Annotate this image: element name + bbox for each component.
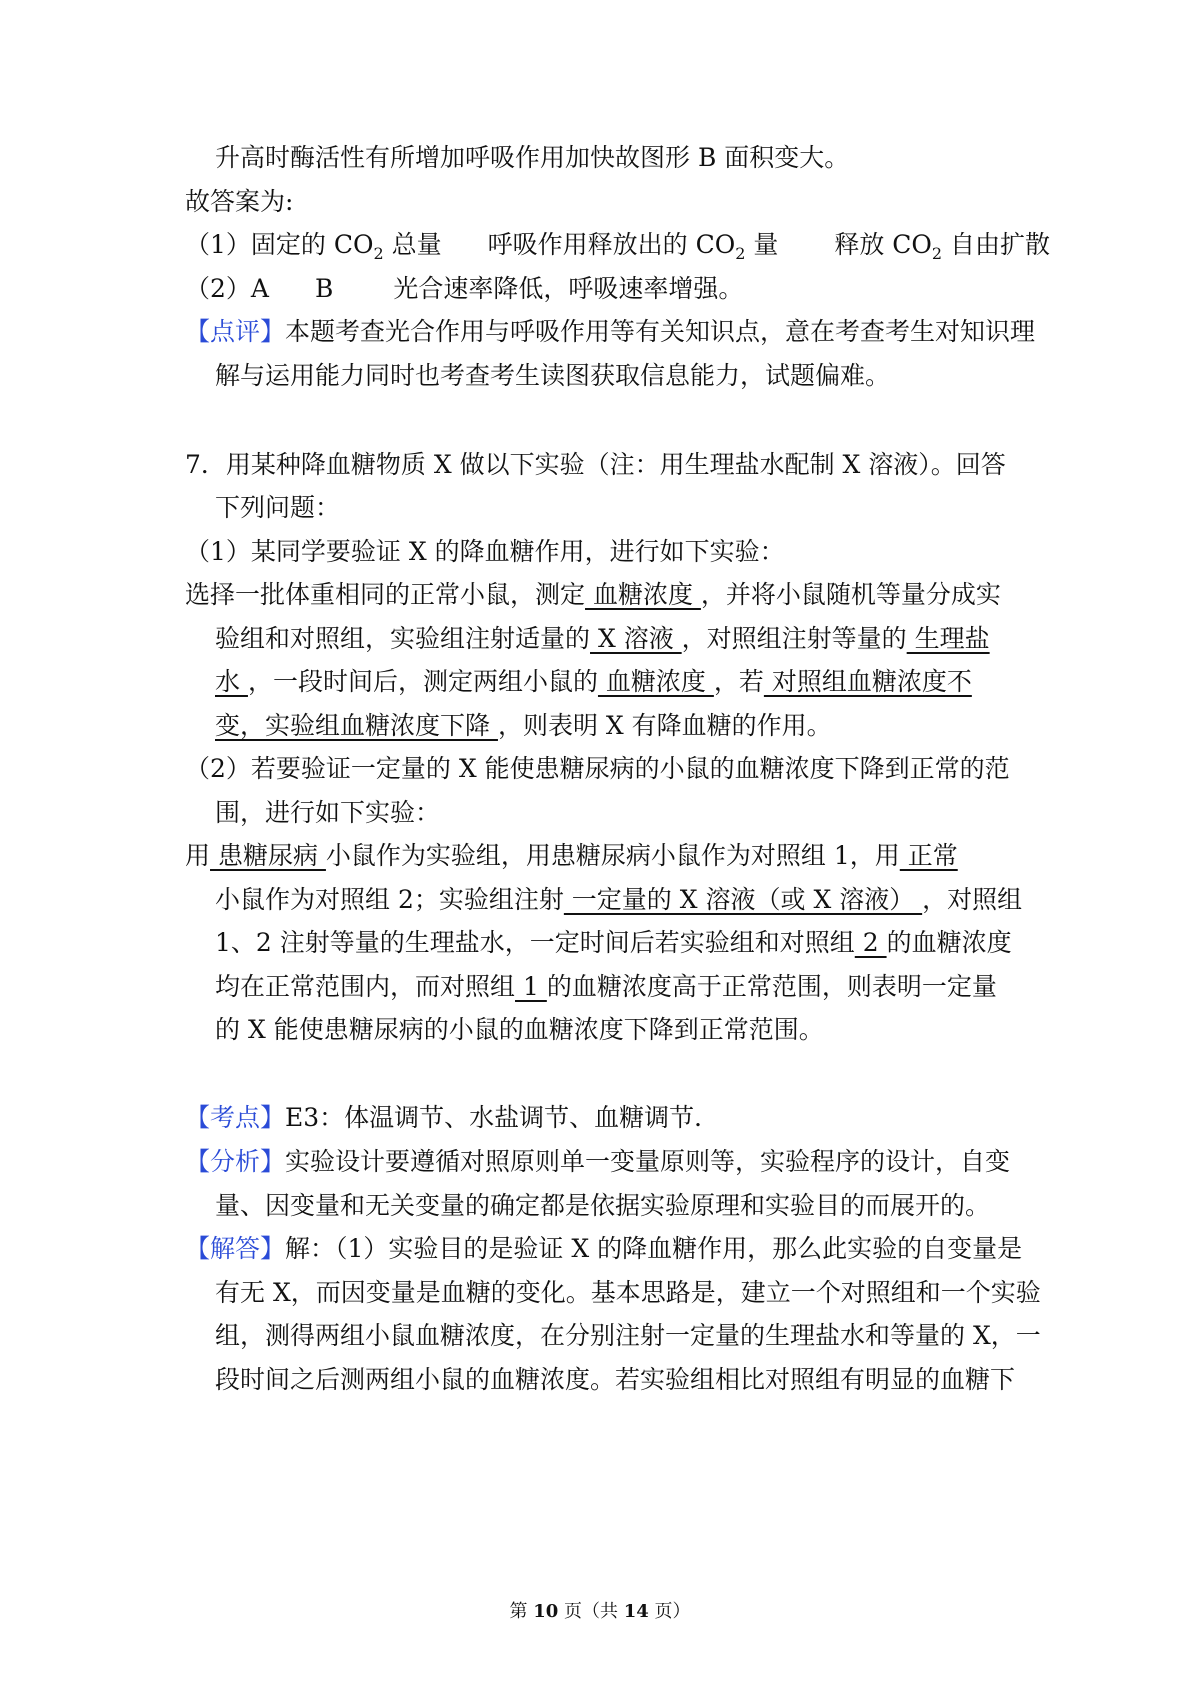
total-page-number: 14 <box>623 1601 649 1622</box>
current-page-number: 10 <box>533 1601 559 1622</box>
part-2-line-5: 的 X 能使患糖尿病的小鼠的血糖浓度下降到正常范围。 <box>215 1015 824 1044</box>
part-2-line-3: 1、2 注射等量的生理盐水，一定时间后若实验组和对照组 2 的血糖浓度 <box>215 928 1012 957</box>
solution-line-2: 有无 X，而因变量是血糖的变化。基本思路是，建立一个对照组和一个实验 <box>215 1278 1041 1307</box>
solution-line-3: 组，测得两组小鼠血糖浓度，在分别注射一定量的生理盐水和等量的 X，一 <box>215 1321 1041 1350</box>
fill-blank: 正常 <box>899 841 958 870</box>
analysis-line-1: 【分析】实验设计要遵循对照原则单一变量原则等，实验程序的设计，自变 <box>185 1147 1011 1176</box>
answer-intro: 故答案为: <box>185 187 294 216</box>
part-2-line-4: 均在正常范围内，而对照组 1 的血糖浓度高于正常范围，则表明一定量 <box>215 972 997 1001</box>
part-2-heading-cont: 围，进行如下实验： <box>215 798 441 827</box>
part-2-line-2: 小鼠作为对照组 2；实验组注射 一定量的 X 溶液（或 X 溶液） ，对照组 <box>215 885 1023 914</box>
fill-blank: 一定量的 X 溶液（或 X 溶液） <box>563 885 923 914</box>
part-1-line-1: 选择一批体重相同的正常小鼠，测定 血糖浓度 ，并将小鼠随机等量分成实 <box>185 580 1001 609</box>
solution-line-1: 【解答】解：（1）实验目的是验证 X 的降血糖作用，那么此实验的自变量是 <box>185 1234 1023 1263</box>
page-footer: 第 10 页（共 14 页） <box>509 1601 691 1622</box>
review-line-2: 解与运用能力同时也考查考生读图获取信息能力，试题偏难。 <box>215 361 891 390</box>
solution-line-4: 段时间之后测两组小鼠的血糖浓度。若实验组相比对照组有明显的血糖下 <box>215 1365 1016 1394</box>
fill-blank: 血糖浓度 <box>585 580 701 609</box>
fill-blank: X 溶液 <box>590 624 682 653</box>
review-label: 【点评】 <box>185 317 286 346</box>
fill-blank: 水 <box>215 667 248 696</box>
part-1-line-3: 水 ，一段时间后，测定两组小鼠的 血糖浓度 ，若 对照组血糖浓度不 <box>215 667 972 696</box>
question-7-title-cont: 下列问题： <box>215 493 341 522</box>
review-line-1: 【点评】本题考查光合作用与呼吸作用等有关知识点，意在考查考生对知识理 <box>185 317 1036 346</box>
fill-blank: 血糖浓度 <box>597 667 714 696</box>
solution-label: 【解答】 <box>185 1234 286 1263</box>
part-1-line-4: 变，实验组血糖浓度下降 ，则表明 X 有降血糖的作用。 <box>215 711 832 740</box>
part-1-heading: （1）某同学要验证 X 的降血糖作用，进行如下实验： <box>185 537 785 566</box>
knowledge-label: 【考点】 <box>185 1103 286 1132</box>
knowledge-point: 【考点】E3：体温调节、水盐调节、血糖调节． <box>185 1103 720 1132</box>
question-7-title: 7．用某种降血糖物质 X 做以下实验（注：用生理盐水配制 X 溶液）。回答 <box>185 450 1006 479</box>
analysis-label: 【分析】 <box>185 1147 286 1176</box>
answer-2: （2）A B 光合速率降低，呼吸速率增强。 <box>185 274 744 303</box>
part-1-line-2: 验组和对照组，实验组注射适量的 X 溶液 ，对照组注射等量的 生理盐 <box>215 624 990 653</box>
answer-1: （1）固定的 $CO_2$ 总量 呼吸作用释放出的 $CO_2$ 量 释放 $CO_2$ 自由扩散 <box>185 230 1051 263</box>
part-2-line-1: 用 患糖尿病 小鼠作为实验组，用患糖尿病小鼠作为对照组 1，用 正常 <box>185 841 958 870</box>
fill-blank: 对照组血糖浓度不 <box>763 667 972 696</box>
fill-blank: 1 <box>515 972 547 1001</box>
fill-blank: 生理盐 <box>906 624 990 653</box>
analysis-line-2: 量、因变量和无关变量的确定都是依据实验原理和实验目的而展开的。 <box>215 1191 991 1220</box>
text-line: 升高时酶活性有所增加呼吸作用加快故图形 B 面积变大。 <box>215 143 850 172</box>
fill-blank: 变，实验组血糖浓度下降 <box>215 711 498 740</box>
fill-blank: 患糖尿病 <box>210 841 326 870</box>
fill-blank: 2 <box>854 928 887 957</box>
part-2-heading: （2）若要验证一定量的 X 能使患糖尿病的小鼠的血糖浓度下降到正常的范 <box>185 754 1010 783</box>
